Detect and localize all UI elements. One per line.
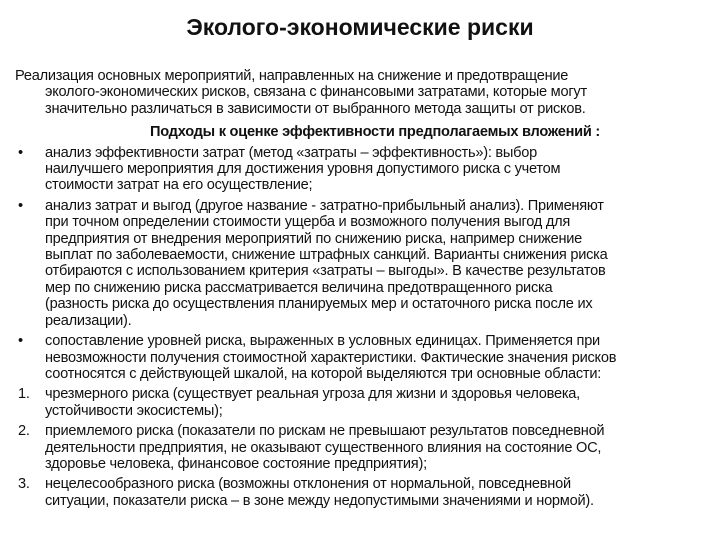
text-line: здоровье человека, финансовое состояние предприятия); bbox=[45, 455, 427, 472]
text-line: отбираются с использованием критерия «затраты – выгоды». В качестве результатов bbox=[45, 263, 606, 280]
text-line: выплат по заболеваемости, снижение штрафных санкций. Варианты снижения риска bbox=[45, 247, 608, 264]
numbered-item bbox=[0, 423, 720, 472]
text-line: предприятия от внедрения мероприятий по снижению риска, например снижение bbox=[45, 230, 583, 247]
numbered-item bbox=[0, 386, 720, 419]
text-line: соотносятся с действующей шкалой, на которой выделяются три основные области: bbox=[45, 365, 602, 382]
bullet-item bbox=[0, 333, 720, 382]
bullet-item bbox=[0, 145, 720, 194]
list-marker: • bbox=[18, 333, 23, 350]
text-line: Реализация основных мероприятий, направленных на снижение и предотвращение bbox=[15, 68, 569, 84]
numbered-list bbox=[0, 386, 720, 509]
text-line: мер по снижению риска рассматривается величина предотвращенного риска bbox=[45, 279, 553, 296]
text-line: ситуации, показатели риска – в зоне между недопустимыми значениями и нормой). bbox=[45, 492, 594, 509]
intro-paragraph bbox=[0, 68, 720, 117]
text-line: значительно различаться в зависимости от выбранного метода защиты от рисков. bbox=[45, 100, 586, 117]
text-line: наилучшего мероприятия для достижения уровня допустимого риска с учетом bbox=[45, 161, 561, 178]
slide-body bbox=[0, 68, 720, 509]
bullet-item bbox=[0, 198, 720, 329]
list-marker: 3. bbox=[18, 476, 30, 493]
bullet-list bbox=[0, 145, 720, 383]
list-marker: • bbox=[18, 197, 23, 214]
text-line: чрезмерного риска (существует реальная угроза для жизни и здоровья человека, bbox=[45, 386, 580, 403]
text-line: эколого-экономических рисков, связана с финансовыми затратами, которые могут bbox=[45, 84, 587, 101]
text-line: деятельности предприятия, не оказывают существенного влияния на состояние ОС, bbox=[45, 439, 602, 456]
section-heading: Подходы к оценке эффективности предполагаемых вложений : bbox=[149, 124, 601, 141]
text-line: анализ затрат и выгод (другое название - затратно-прибыльный анализ). Применяют bbox=[45, 197, 604, 214]
text-line: невозможности получения стоимостной характеристики. Фактические значения рисков bbox=[45, 349, 617, 366]
text-line: устойчивости экосистемы); bbox=[45, 402, 223, 419]
text-line: стоимости затрат на его осуществление; bbox=[45, 177, 313, 194]
numbered-item bbox=[0, 476, 720, 509]
text-line: реализации). bbox=[45, 312, 132, 329]
text-line: анализ эффективности затрат (метод «затраты – эффективность»): выбор bbox=[45, 144, 538, 161]
text-line: (разность риска до осуществления планируемых мер и остаточного риска после их bbox=[45, 296, 593, 313]
list-marker: • bbox=[18, 144, 23, 161]
text-line: приемлемого риска (показатели по рискам не превышают результатов повседневной bbox=[45, 423, 605, 440]
text-line: при точном определении стоимости ущерба и возможного получения выгод для bbox=[45, 214, 571, 231]
list-marker: 2. bbox=[18, 423, 30, 440]
text-line: сопоставление уровней риска, выраженных в условных единицах. Применяется при bbox=[45, 333, 600, 350]
list-marker: 1. bbox=[18, 386, 30, 403]
slide-title: Эколого-экономические риски bbox=[186, 14, 534, 40]
text-line: нецелесообразного риска (возможны отклонения от нормальной, повседневной bbox=[45, 476, 571, 493]
